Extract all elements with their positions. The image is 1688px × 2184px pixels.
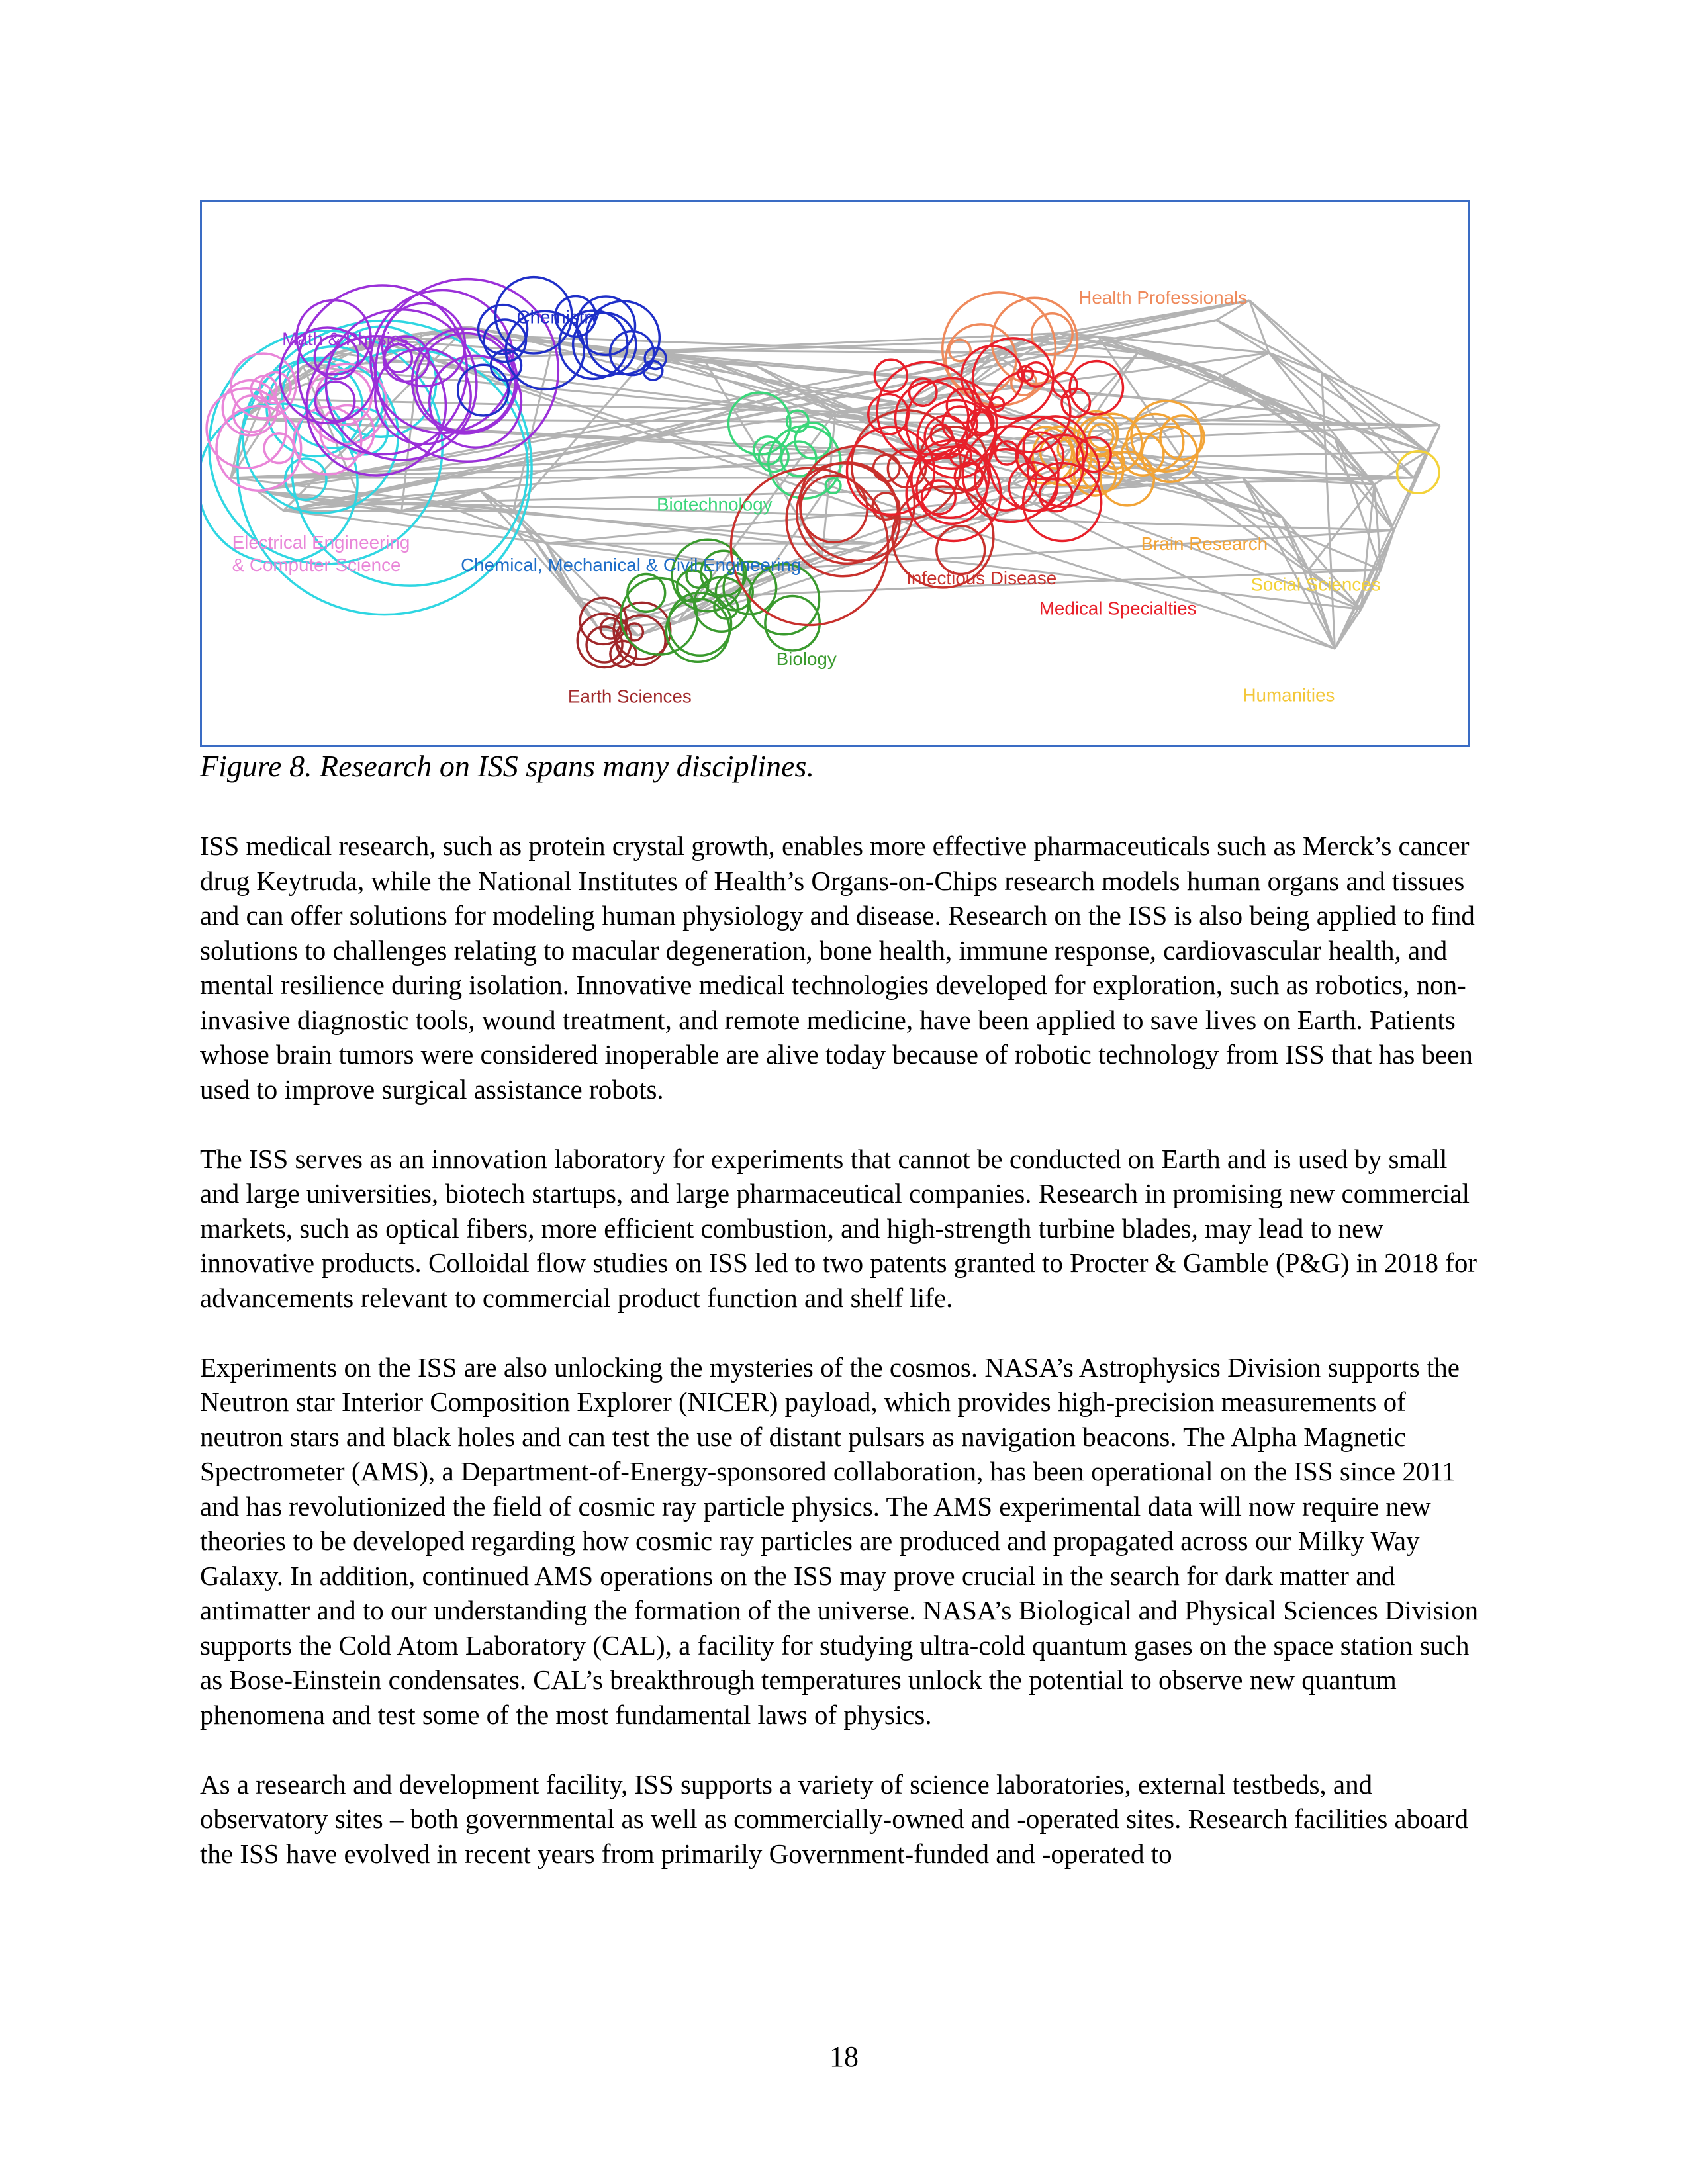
network-link (1335, 609, 1361, 649)
label-infectious-disease: Infectious Disease (906, 567, 1057, 588)
label-chemistry: Chemistry (516, 306, 600, 328)
science-map (202, 202, 1468, 745)
label-brain-research: Brain Research (1141, 533, 1268, 555)
paragraph-cosmos: Experiments on the ISS are also unlocking the mysteries of the cosmos. NASA’s Astrophysics Division supports the Neutron star Interior Composition Explorer (NICER) payload, which provides high-precision measurements of neutron stars and black holes and can test the use of distant pulsars as navigation beacons. The Alpha Magnetic Spectrometer (AMS), a Department-of-Energy-sponsored collaboration, has been operational on the ISS since 2011 and has revolutionized the field of cosmic ray particle physics. The AMS experimental data will now require new theories to be developed regarding how cosmic ray particles are produced and propagated across our Milky Way Galaxy. In addition, continued AMS operations on the ISS may prove crucial in the search for dark matter and antimatter and to our understanding the formation of the universe. NASA’s Biological and Physical Sciences Division supports the Cold Atom Laboratory (CAL), a facility for studying ultra-cold quantum gases on the space station such as Bose-Einstein condensates. CAL’s breakthrough temperatures unlock the potential to observe new quantum phenomena and test some of the most fundamental laws of physics. (200, 1351, 1479, 1730)
label-earth-sciences: Earth Sciences (567, 686, 692, 707)
label-chemical-engineering: Chemical, Mechanical & Civil Engineering (461, 554, 802, 575)
label-biology: Biology (776, 648, 837, 669)
discipline-circle-biology (669, 593, 731, 656)
paragraph-medical-research: ISS medical research, such as protein crystal growth, enables more effective pharmaceuticals such as Merck’s cancer drug Keytruda, while the National Institutes of Health’s Organs-on-Chips research models human organs and tissues and can offer solutions for modeling human physiology and disease. Research on the ISS is also being applied to find solutions to challenges relating to macular degeneration, bone health, immune response, cardiovascular health, and mental resilience during isolation. Innovative medical technologies developed for exploration, such as robotics, non-invasive diagnostic tools, wound treatment, and remote medicine, have been applied to save lives on Earth. Patients whose brain tumors were considered inoperable are alive today because of robotic technology from ISS that has been used to improve surgical assistance robots. (200, 831, 1475, 1105)
label-medical-specialties: Medical Specialties (1039, 598, 1197, 619)
label-social-sciences: Social Sciences (1250, 574, 1381, 595)
label-biotechnology: Biotechnology (656, 494, 773, 515)
network-link (1249, 300, 1321, 373)
page-number: 18 (829, 2040, 859, 2073)
network-link (1217, 320, 1322, 373)
network-link (1309, 484, 1374, 570)
label-math-physics: Math & Physics (282, 328, 409, 349)
body-text (200, 829, 1491, 1906)
label-electrical-engineering-line1: Electrical Engineering (232, 532, 410, 553)
science-map-figure (200, 200, 1470, 747)
label-health-professionals: Health Professionals (1078, 287, 1248, 308)
figure-caption: Figure 8. Research on ISS spans many disciplines. (200, 749, 814, 783)
paragraph-innovation-laboratory: The ISS serves as an innovation laboratory for experiments that cannot be conducted on Earth and is used by small and large universities, biotech startups, and large pharmaceutical companies. Research in promising new commercial markets, such as optical fibers, more efficient combustion, and high-strength turbine blades, may lead to new innovative products. Colloidal flow studies on ISS led to two patents granted to Procter & Gamble (P&G) in 2018 for advancements relevant to commercial product function and shelf life. (200, 1143, 1477, 1313)
network-link (1322, 373, 1335, 649)
paragraph-research-facility: As a research and development facility, ISS supports a variety of science laboratories, external testbeds, and observatory sites – both governmental as well as commercially-owned and -operated sites. Research facilities aboard the ISS have evolved in recent years from primarily Government-funded and -operated to (200, 1768, 1469, 1869)
label-electrical-engineering-line2: & Computer Science (232, 554, 401, 575)
label-humanities: Humanities (1243, 684, 1335, 705)
network-link (1335, 438, 1380, 570)
